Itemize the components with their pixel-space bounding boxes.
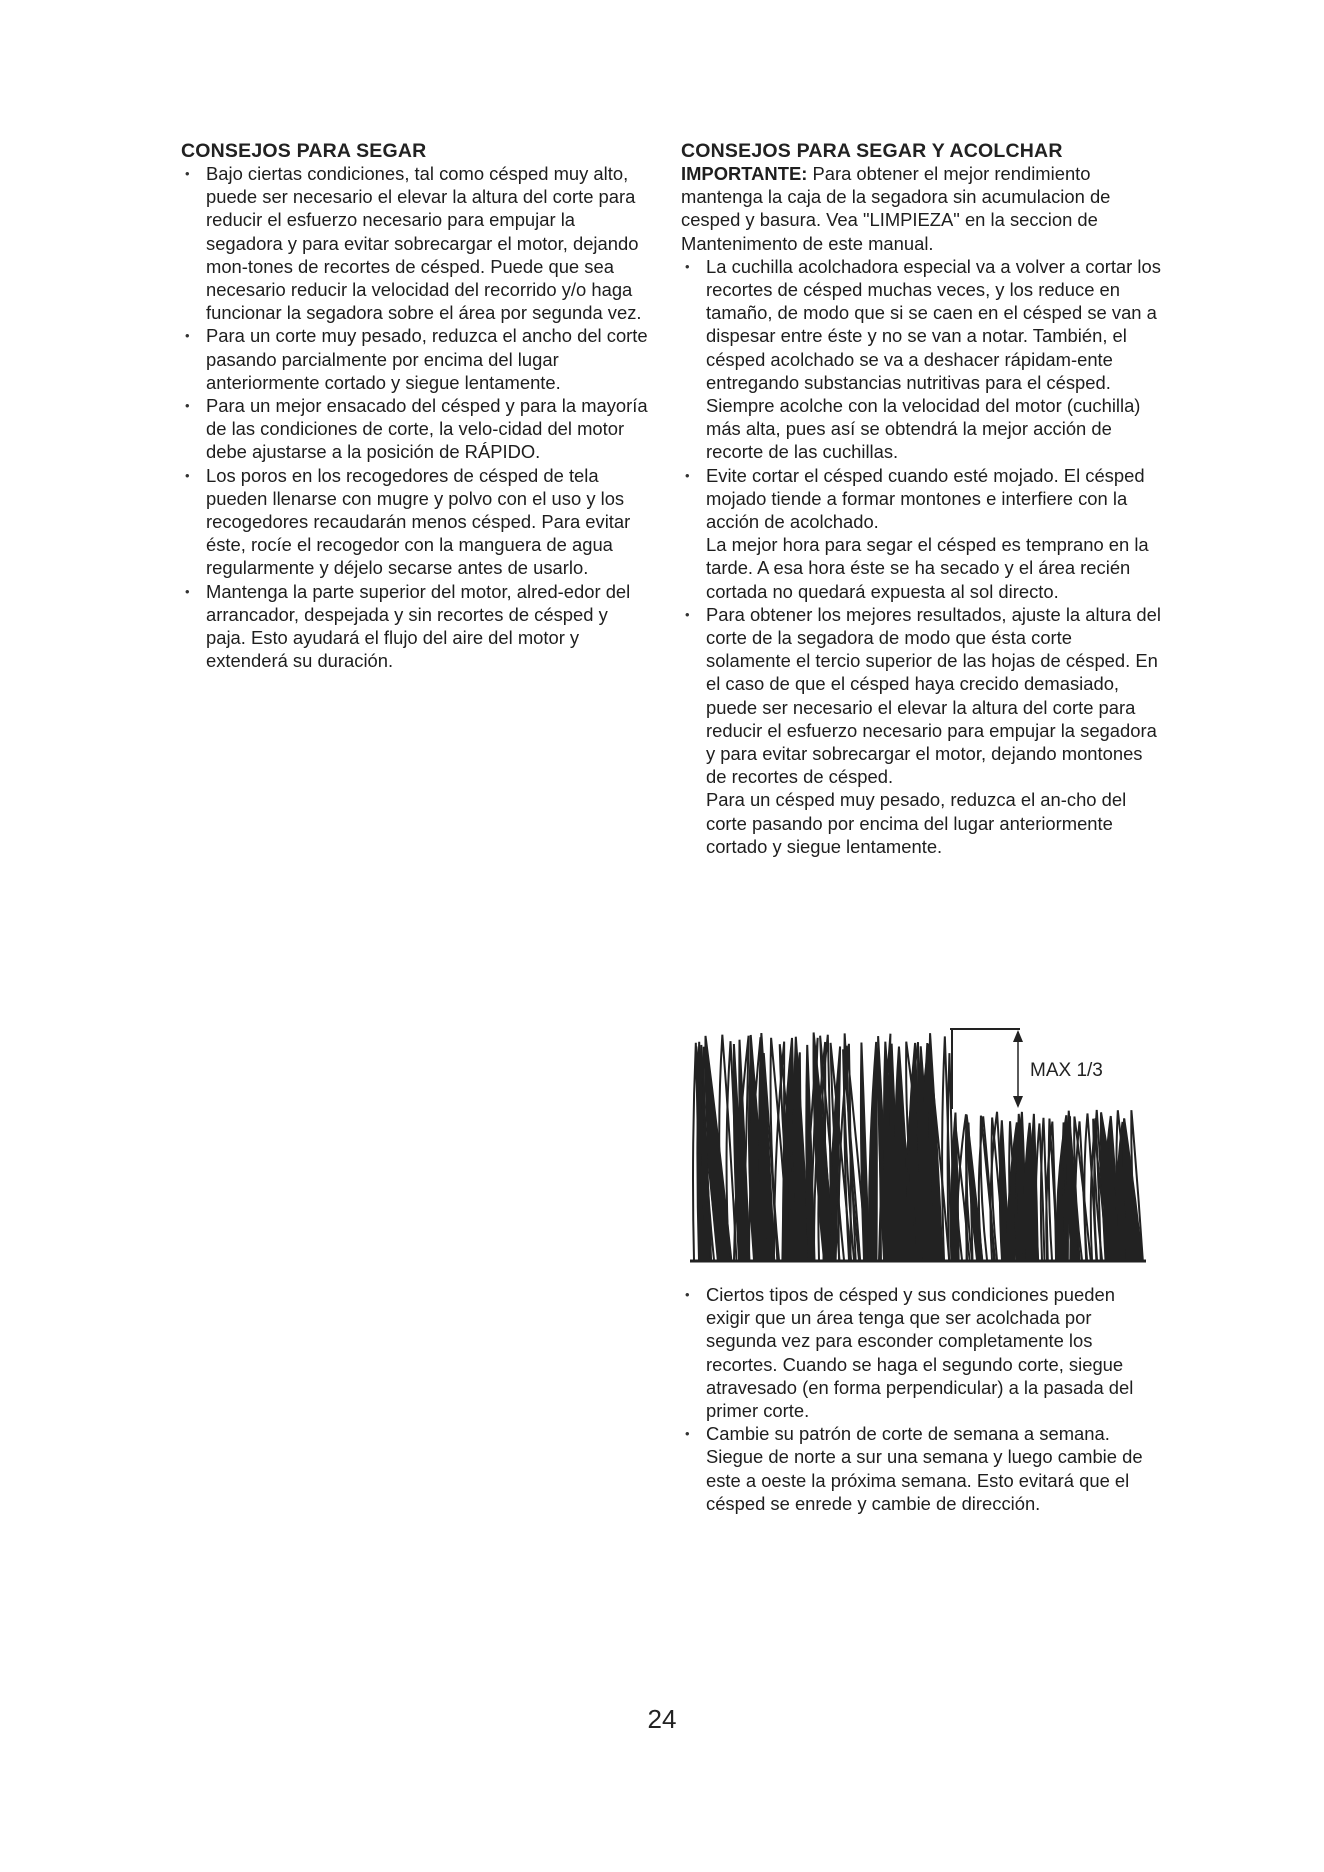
tall-grass-blades bbox=[693, 1033, 954, 1260]
tips-list-segar bbox=[181, 162, 651, 672]
section-heading-acolchar: CONSEJOS PARA SEGAR Y ACOLCHAR bbox=[681, 140, 1063, 162]
list-item bbox=[681, 255, 1161, 464]
arrow-up-icon bbox=[1013, 1030, 1023, 1042]
list-item-extra: La mejor hora para segar el césped es temprano en la tarde. A esa hora éste se ha secado y el área recién cortada no quedará expuesta al sol directo. bbox=[706, 534, 1149, 602]
tips-list-acolchar bbox=[681, 255, 1161, 858]
list-item: • Ciertos tipos de césped y sus condiciones pueden exigir que un área tenga que ser acolchada por segunda vez para esconder completamente los recortes. Cuando se haga el segundo corte, siegue atravesado (en forma perpendicular) a la pasada del primer corte. bbox=[681, 1283, 1161, 1422]
list-item: • Cambie su patrón de corte de semana a semana. Siegue de norte a sur una semana y luego cambie de este a oeste la próxima semana. Esto evitará que el césped se enrede y cambie de dirección. bbox=[681, 1422, 1161, 1515]
left-column bbox=[181, 140, 651, 672]
list-item: • Para un corte muy pesado, reduzca el ancho del corte pasando parcialmente por encima del lugar anteriormente cortado y siegue lentamente. bbox=[181, 324, 651, 394]
list-item-extra: Para un césped muy pesado, reduzca el an-cho del corte pasando por encima del lugar anteriormente cortado y siegue lentamente. bbox=[706, 789, 1127, 857]
list-item bbox=[681, 464, 1161, 603]
arrow-down-icon bbox=[1013, 1096, 1023, 1108]
list-item: • Para un mejor ensacado del césped y para la mayoría de las condiciones de corte, la velo-cidad del motor debe ajustarse a la posición de RÁPIDO. bbox=[181, 394, 651, 464]
list-item-text: • Para obtener los mejores resultados, ajuste la altura del corte de la segadora de modo que ésta corte solamente el tercio superior de las hojas de césped. En el caso de que el césped haya crecido demasiado, puede ser necesario el elevar la altura del corte para reducir el esfuerzo necesario para empujar la segadora y para evitar sobrecargar el motor, dejando montones de recortes de césped. bbox=[706, 603, 1161, 788]
max-one-third-label: MAX 1/3 bbox=[1030, 1060, 1103, 1081]
tips-list-acolchar-continued bbox=[681, 1283, 1161, 1515]
grass-blade bbox=[861, 1043, 869, 1260]
list-item-text: • Evite cortar el césped cuando esté mojado. El césped mojado tiende a formar montones e interfiere con la acción de acolchado. bbox=[706, 464, 1145, 533]
right-column-continued bbox=[681, 1283, 1161, 1515]
section-heading-segar: CONSEJOS PARA SEGAR bbox=[181, 140, 427, 162]
right-column bbox=[681, 140, 1161, 858]
list-item bbox=[681, 603, 1161, 858]
important-note bbox=[681, 162, 1161, 255]
short-grass-blades bbox=[951, 1110, 1142, 1260]
grass-cut-height-illustration bbox=[690, 1024, 1146, 1264]
important-text: Para obtener el mejor rendimiento mantenga la caja de la segadora sin acumulacion de cesped y basura. Vea "LIMPIEZA" en la seccion de Mantenimento de este manual. bbox=[681, 163, 1111, 254]
list-item: • Bajo ciertas condiciones, tal como césped muy alto, puede ser necesario el elevar la altura del corte para reducir el esfuerzo necesario para empujar la segadora y para evitar sobrecargar el motor, dejando mon-tones de recortes de césped. Puede que sea necesario reducir la velocidad del recorrido y/o haga funcionar la segadora sobre el área por segunda vez. bbox=[181, 162, 651, 324]
list-item-text: La cuchilla acolchadora especial va a volver a cortar los recortes de césped muchas veces, y los reduce en tamaño, de modo que si se caen en el césped se van a dispesar entre éste y no se van a notar. También, el césped acolchado se va a deshacer rápidam-ente entregando substancias nutritivas para el césped. Siempre acolche con la velocidad del motor (cuchilla) más alta, pues así se obtendrá la mejor acción de recorte de las cuchillas. bbox=[706, 255, 1161, 463]
list-item: • Los poros en los recogedores de césped de tela pueden llenarse con mugre y polvo con el uso y los recogedores recaudarán menos césped. Para evitar éste, rocíe el recogedor con la manguera de agua regularmente y déjelo secarse antes de usarlo. bbox=[181, 464, 651, 580]
list-item: • Mantenga la parte superior del motor, alred-edor del arrancador, despejada y sin recortes de césped y paja. Esto ayudará el flujo del aire del motor y extenderá su duración. bbox=[181, 580, 651, 673]
page-number: 24 bbox=[647, 1704, 677, 1734]
important-label: IMPORTANTE: bbox=[681, 163, 808, 184]
